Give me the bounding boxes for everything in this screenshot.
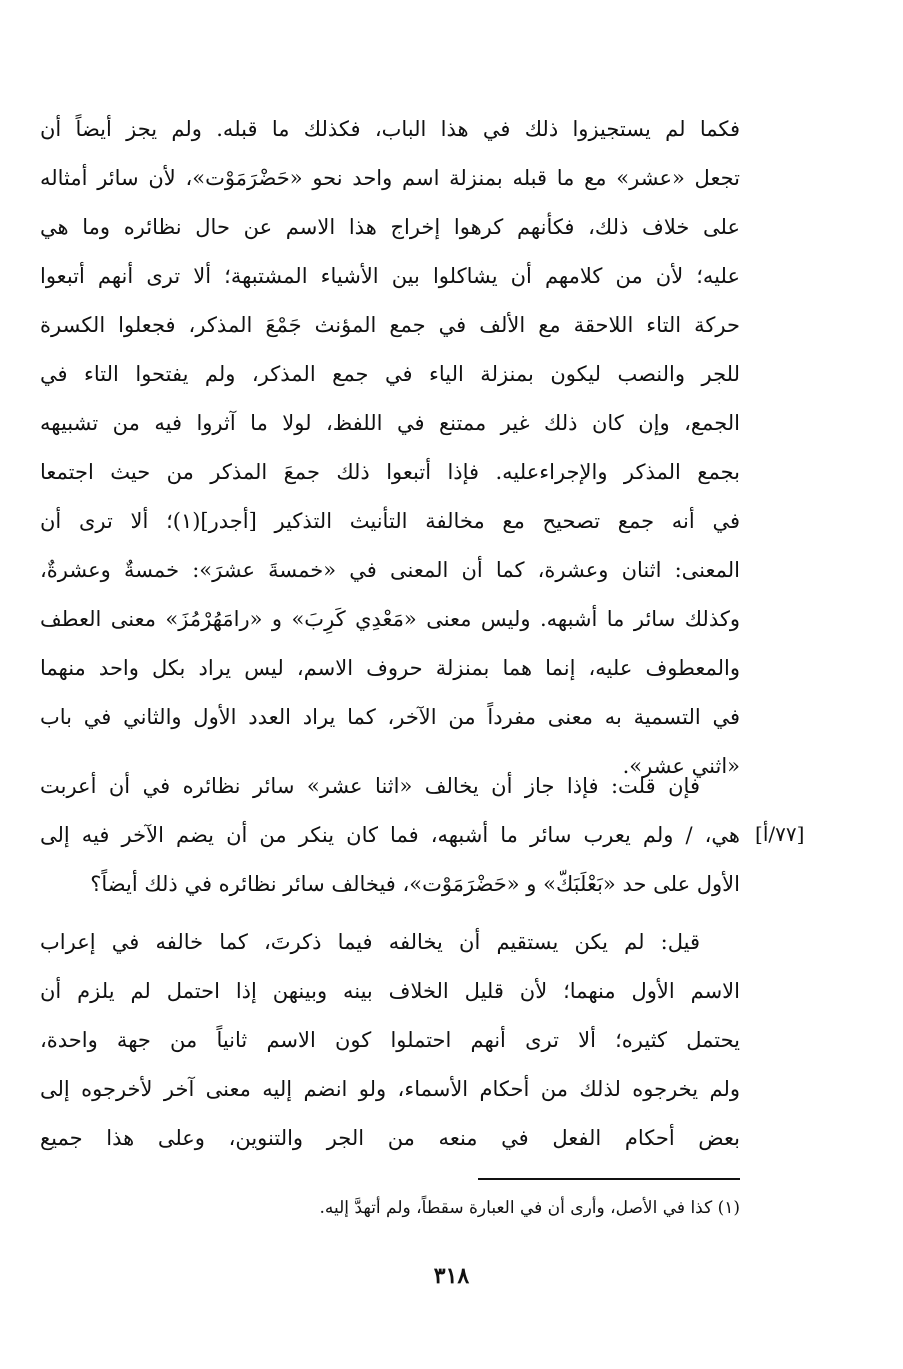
text-line: ولم يخرجوه لذلك من أحكام الأسماء، ولو انضم إليه معنى آخر لأخرجوه إلى xyxy=(40,1077,740,1101)
footnote-divider xyxy=(478,1178,740,1180)
text-line: الجمع، وإن كان ذلك غير ممتنع في اللفظ، لولا ما آثروا فيه من تشبيهه xyxy=(40,411,740,435)
text-line: هي، / ولم يعرب سائر ما أشبهه، فما كان ينكر من أن يضم الآخر فيه إلى xyxy=(40,823,740,847)
text-line: عليه؛ لأن من كلامهم أن يشاكلوا بين الأشياء المشتبهة؛ ألا ترى أنهم أتبعوا xyxy=(40,264,740,288)
text-line: «اثني عشر». xyxy=(622,754,740,778)
text-line: قيل: لم يكن يستقيم أن يخالفه فيما ذكرتَ، كما خالفه في إعراب xyxy=(40,930,700,954)
text-line: تجعل «عشر» مع ما قبله بمنزلة اسم واحد نحو «حَضْرَمَوْت»، لأن سائر أمثاله xyxy=(40,166,740,190)
text-line: وكذلك سائر ما أشبهه. وليس معنى «مَعْدِي كَرِبَ» و «رامَهُرْمُزَ» معنى العطف xyxy=(40,607,740,631)
text-line: في أنه جمع تصحيح مع مخالفة التأنيث التذكير [أجدر](١)؛ ألا ترى أن xyxy=(40,509,740,533)
text-line: في التسمية به معنى مفرداً من الآخر، كما يراد العدد الأول والثاني في باب xyxy=(40,705,740,729)
text-line: للجر والنصب ليكون بمنزلة الياء في جمع المذكر، ولم يفتحوا التاء في xyxy=(40,362,740,386)
page-number: ٣١٨ xyxy=(433,1263,470,1289)
text-line: والمعطوف عليه، إنما هما بمنزلة حروف الاسم، ليس يراد بكل واحد منهما xyxy=(40,656,740,680)
text-line: فإن قلت: فإذا جاز أن يخالف «اثنا عشر» سائر نظائره في أن أعربت xyxy=(40,774,700,798)
text-line: بعض أحكام الفعل في منعه من الجر والتنوين، وعلى هذا جميع xyxy=(40,1126,740,1150)
folio-reference: [٧٧/أ] xyxy=(755,822,805,846)
text-line: المعنى: اثنان وعشرة، كما أن المعنى في «خمسةَ عشرَ»: خمسةٌ وعشرةٌ، xyxy=(40,558,740,582)
text-line: حركة التاء اللاحقة مع الألف في جمع المؤنث جَمْعَ المذكر، فجعلوا الكسرة xyxy=(40,313,740,337)
text-line: بجمع المذكر والإجراءعليه. فإذا أتبعوا ذلك جمعَ المذكر من حيث اجتمعا xyxy=(40,460,740,484)
footnote: (١) كذا في الأصل، وأرى أن في العبارة سقطاً، ولم أتهدَّ إليه. xyxy=(319,1198,740,1218)
text-line: الأول على حد «بَعْلَبَكّ» و «حَضْرَمَوْت»، فيخالف سائر نظائره في ذلك أيضاً؟ xyxy=(90,872,740,896)
text-line: يحتمل كثيره؛ ألا ترى أنهم احتملوا كون الاسم ثانياً من جهة واحدة، xyxy=(40,1028,740,1052)
text-line: فكما لم يستجيزوا ذلك في هذا الباب، فكذلك ما قبله. ولم يجز أيضاً أن xyxy=(40,117,740,141)
text-line: على خلاف ذلك، فكأنهم كرهوا إخراج هذا الاسم عن حال نظائره وما هي xyxy=(40,215,740,239)
text-line: الاسم الأول منهما؛ لأن قليل الخلاف بينه وبينهن إذا احتمل لم يلزم أن xyxy=(40,979,740,1003)
